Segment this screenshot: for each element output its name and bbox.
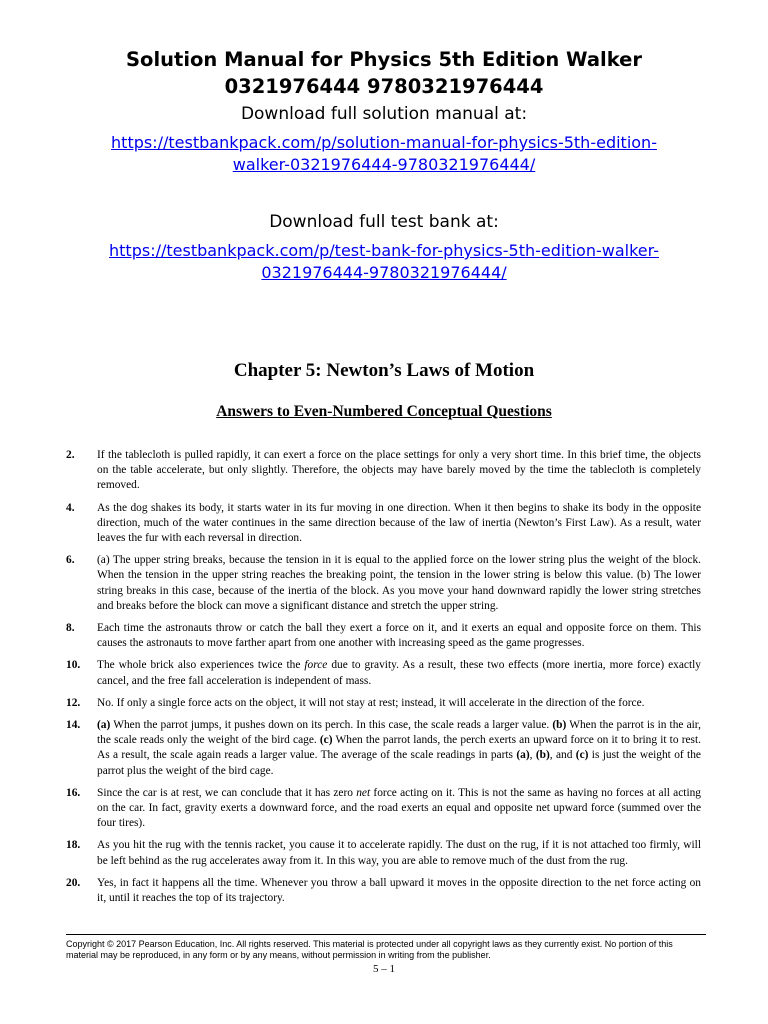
answer-text: As you hit the rug with the tennis racket, you cause it to accelerate rapidly. The dust on the rug, if it is not attached too firmly, will be left behind as the rug accelerates away from it. In this way, you are able to remove much of the dust from the rug. bbox=[97, 839, 701, 867]
test-bank-link[interactable]: https://testbankpack.com/p/test-bank-for-physics-5th-edition-walker- 0321976444-9780321976444/ bbox=[109, 241, 659, 282]
chapter-title: Chapter 5: Newton’s Laws of Motion bbox=[233, 360, 535, 381]
answer-item bbox=[66, 876, 701, 906]
answer-number: 10. bbox=[66, 659, 81, 672]
answer-text: No. If only a single force acts on the object, it will not stay at rest; instead, it will accelerate in the direction of the force. bbox=[97, 696, 645, 709]
answer-text: The whole brick also experiences twice the force due to gravity. As a result, these two effects (more inertia, more force) exactly cancel, and the free fall acceleration is independent of mass. bbox=[97, 659, 701, 687]
answer-item bbox=[66, 718, 701, 779]
copyright-notice: Copyright © 2017 Pearson Education, Inc. All rights reserved. This material is protected under all copyright laws as they currently exist. No portion of this material may be reproduced, in any form or by any means, without permission in writing from the publisher. bbox=[66, 934, 706, 961]
answer-text: (a) The upper string breaks, because the tension in it is equal to the applied force on the lower string plus the weight of the block. When the tension in the upper string reaches the breaking point, the tension in the lower string is below this value. (b) The lower string breaks in this case, because of the inertia of the block. As you move your hand downward rapidly the lower string stretches and breaks before the block can move a significant distance and stretch the upper string. bbox=[97, 554, 701, 612]
answer-number: 8. bbox=[66, 622, 75, 635]
answers-list bbox=[66, 448, 701, 913]
answer-item bbox=[66, 696, 701, 711]
answer-item bbox=[66, 501, 701, 547]
page-number: 5 – 1 bbox=[373, 963, 395, 975]
solution-manual-link[interactable]: https://testbankpack.com/p/solution-manual-for-physics-5th-edition- walker-0321976444-9780321976444/ bbox=[111, 133, 657, 174]
answer-item bbox=[66, 658, 701, 688]
answer-number: 6. bbox=[66, 554, 75, 567]
answer-text: If the tablecloth is pulled rapidly, it can exert a force on the place settings for only a very short time. In this brief time, the objects on the table accelerate, but only slightly. Therefore, the objects may have barely moved by the time the tablecloth is completely removed. bbox=[97, 449, 701, 492]
answer-number: 12. bbox=[66, 696, 81, 709]
answer-number: 18. bbox=[66, 839, 81, 852]
answer-number: 2. bbox=[66, 449, 75, 461]
answer-text: Each time the astronauts throw or catch the ball they exert a force on it, and it exerts an equal and opposite force on them. This causes the astronauts to move farther apart from one another with increasing speed as the game progresses. bbox=[97, 622, 701, 650]
answer-number: 16. bbox=[66, 786, 81, 799]
download-testbank-label: Download full test bank at: bbox=[269, 212, 499, 232]
answer-text: Yes, in fact it happens all the time. Whenever you throw a ball upward it moves in the opposite direction to the net force acting on it, until it reaches the top of its trajectory. bbox=[97, 876, 701, 905]
answer-item bbox=[66, 448, 701, 494]
answer-number: 4. bbox=[66, 501, 75, 514]
document-title: Solution Manual for Physics 5th Edition Walker 0321976444 9780321976444 bbox=[126, 48, 642, 98]
answer-text: As the dog shakes its body, it starts water in its fur moving in one direction. When it then begins to shake its body in the opposite direction, much of the water continues in the same direction because of the law of inertia (Newton’s First Law). As a result, water leaves the fur with each reversal in direction. bbox=[97, 501, 701, 545]
answer-item bbox=[66, 838, 701, 868]
section-title: Answers to Even-Numbered Conceptual Questions bbox=[216, 403, 552, 420]
document-header bbox=[40, 46, 728, 284]
download-solution-label: Download full solution manual at: bbox=[240, 104, 528, 124]
answer-item bbox=[66, 786, 701, 832]
answer-number: 20. bbox=[66, 876, 81, 889]
answer-text: (a) When the parrot jumps, it pushes down on its perch. In this case, the scale reads a larger value. (b) When the parrot is in the air, the scale reads only the weight of the bird cage. (c) When the parrot lands, the perch exerts an upward force on it to bring it to rest. As a result, the scale again reads a larger value. The average of the scale readings in parts (a), (b), and (c) is just the weight of the parrot plus the weight of the bird cage. bbox=[97, 719, 701, 777]
answer-number: 14. bbox=[66, 719, 81, 732]
answer-item bbox=[66, 553, 701, 614]
answer-text: Since the car is at rest, we can conclude that it has zero net force acting on it. This is not the same as having no forces at all acting on the car. In fact, gravity exerts a downward force, and the road exerts an equal and opposite net upward force (summed over the four tires). bbox=[97, 786, 702, 830]
answer-item bbox=[66, 621, 701, 651]
